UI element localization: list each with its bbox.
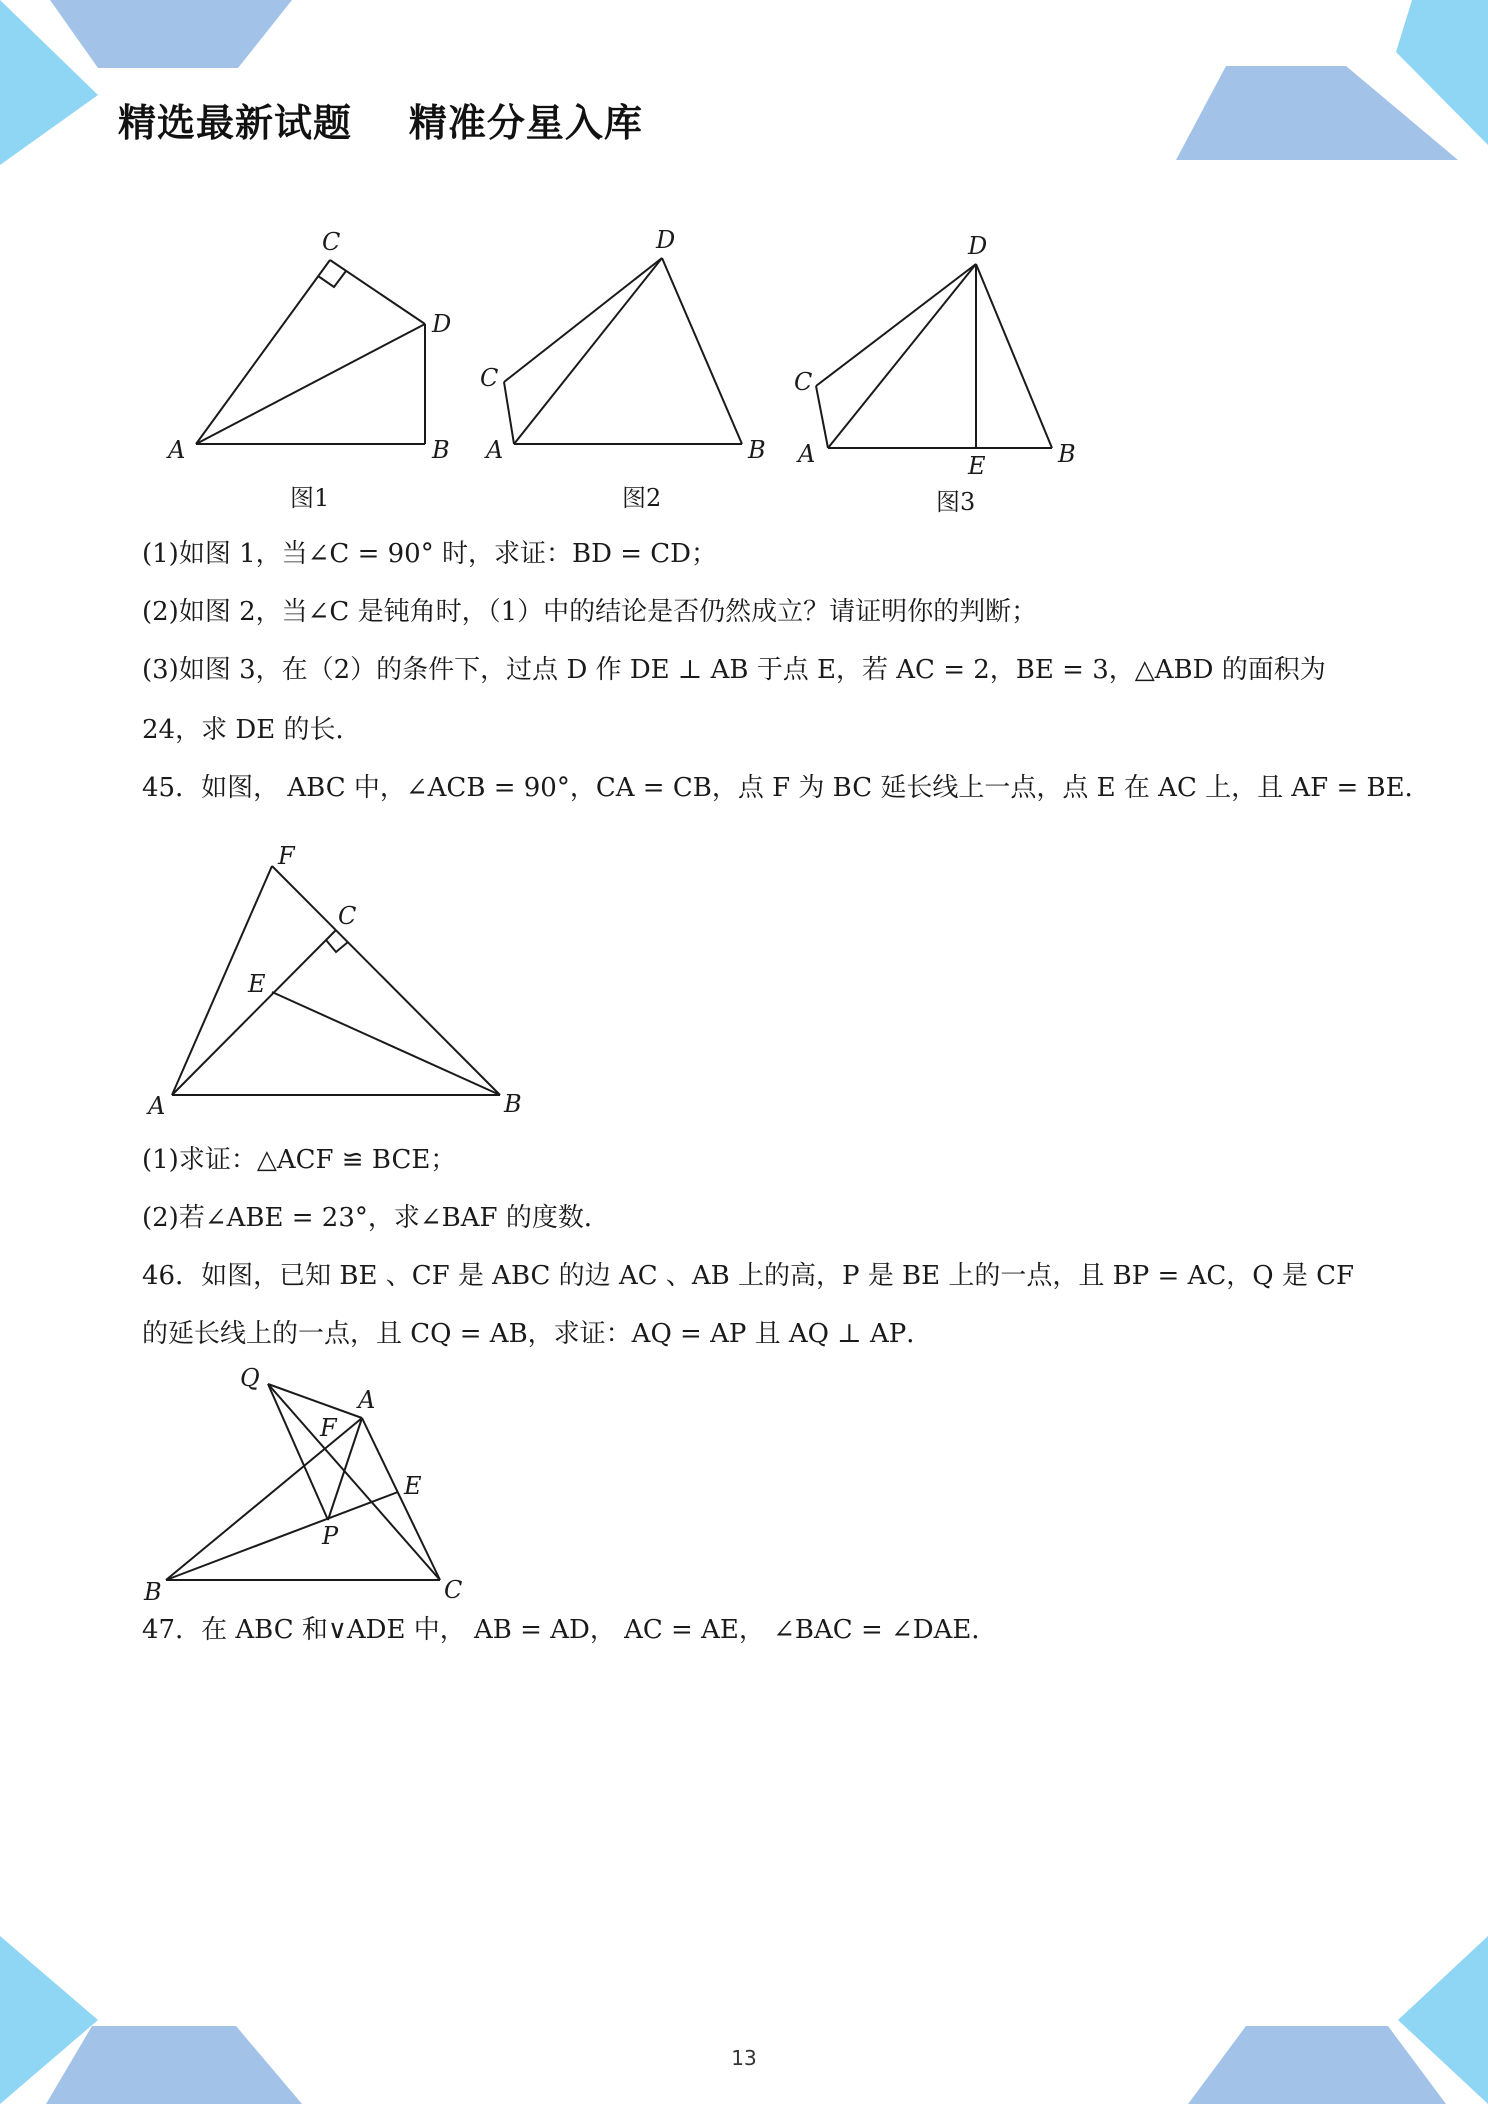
- q44-part-3-line1: (3)如图 3，在（2）的条件下，过点 D 作 DE ⊥ AB 于点 E，若 AC = 2，BE = 3，△ABD 的面积为: [142, 655, 1326, 685]
- top-right-triangle: [1396, 0, 1488, 145]
- bottom-right-triangle: [1398, 1936, 1488, 2104]
- q46-label-b: B: [144, 1578, 162, 1602]
- fig2-caption: 图2: [622, 484, 662, 512]
- fig2-label-d: D: [656, 226, 676, 254]
- q44-part-1: (1)如图 1，当∠C = 90° 时，求证：BD = CD；: [142, 539, 717, 569]
- q46-stem-line2: 的延长线上的一点，且 CQ = AB，求证：AQ = AP 且 AQ ⊥ AP．: [142, 1319, 933, 1349]
- q45-label-f: F: [278, 842, 295, 870]
- q44-figure-1: [160, 226, 470, 466]
- q46-stem-line1: 46．如图，已知 BE 、CF 是 ABC 的边 AC 、AB 上的高，P 是 BE 上的一点，且 BP = AC，Q 是 CF: [142, 1261, 1355, 1291]
- q45-figure: [140, 840, 540, 1120]
- fig3-label-d: D: [968, 232, 988, 260]
- q46-label-q: Q: [240, 1364, 260, 1392]
- fig2-label-b: B: [748, 436, 766, 464]
- q46-label-p: P: [322, 1522, 339, 1550]
- q45-stem: 45．如图， ABC 中，∠ACB = 90°，CA = CB，点 F 为 BC 延长线上一点，点 E 在 AC 上，且 AF = BE．: [142, 773, 1431, 803]
- q45-label-e: E: [248, 970, 266, 998]
- q45-part-1: (1)求证：△ACF ≌ BCE；: [142, 1145, 457, 1175]
- fig3-label-b: B: [1058, 440, 1076, 468]
- fig2-label-c: C: [480, 364, 499, 392]
- top-left-triangle: [0, 0, 98, 165]
- q46-label-f: F: [320, 1414, 337, 1442]
- fig3-label-c: C: [794, 368, 813, 396]
- q46-label-c: C: [444, 1576, 463, 1602]
- q46-label-a: A: [358, 1386, 376, 1414]
- q44-part-2: (2)如图 2，当∠C 是钝角时，（1）中的结论是否仍然成立？请证明你的判断；: [142, 597, 1038, 627]
- fig3-caption: 图3: [936, 488, 976, 516]
- q45-label-a: A: [148, 1092, 166, 1120]
- top-right-trapezoid: [1176, 66, 1458, 160]
- fig3-label-e: E: [968, 452, 986, 480]
- fig2-label-a: A: [486, 436, 504, 464]
- header-title: 精选最新试题 精准分星入库: [118, 101, 643, 145]
- q47-stem: 47．在 ABC 和∨ADE 中， AB = AD， AC = AE， ∠BAC = ∠DAE．: [142, 1615, 998, 1645]
- fig1-label-d: D: [432, 310, 452, 338]
- q46-label-e: E: [404, 1472, 422, 1500]
- bottom-left-triangle: [0, 1936, 98, 2104]
- q45-part-2: (2)若∠ABE = 23°，求∠BAF 的度数．: [142, 1203, 610, 1233]
- q45-label-b: B: [504, 1090, 522, 1118]
- q44-figure-3: [790, 226, 1090, 482]
- q44-figure-2: [470, 226, 770, 466]
- fig1-label-c: C: [322, 228, 341, 256]
- fig1-label-b: B: [432, 436, 450, 464]
- top-left-trapezoid: [50, 0, 292, 68]
- fig1-caption: 图1: [290, 484, 330, 512]
- q44-part-3-line2: 24，求 DE 的长．: [142, 715, 362, 745]
- fig3-label-a: A: [798, 440, 816, 468]
- q45-label-c: C: [338, 902, 357, 930]
- page-number: 13: [731, 2046, 757, 2070]
- fig1-label-a: A: [168, 436, 186, 464]
- q46-figure: [140, 1362, 480, 1602]
